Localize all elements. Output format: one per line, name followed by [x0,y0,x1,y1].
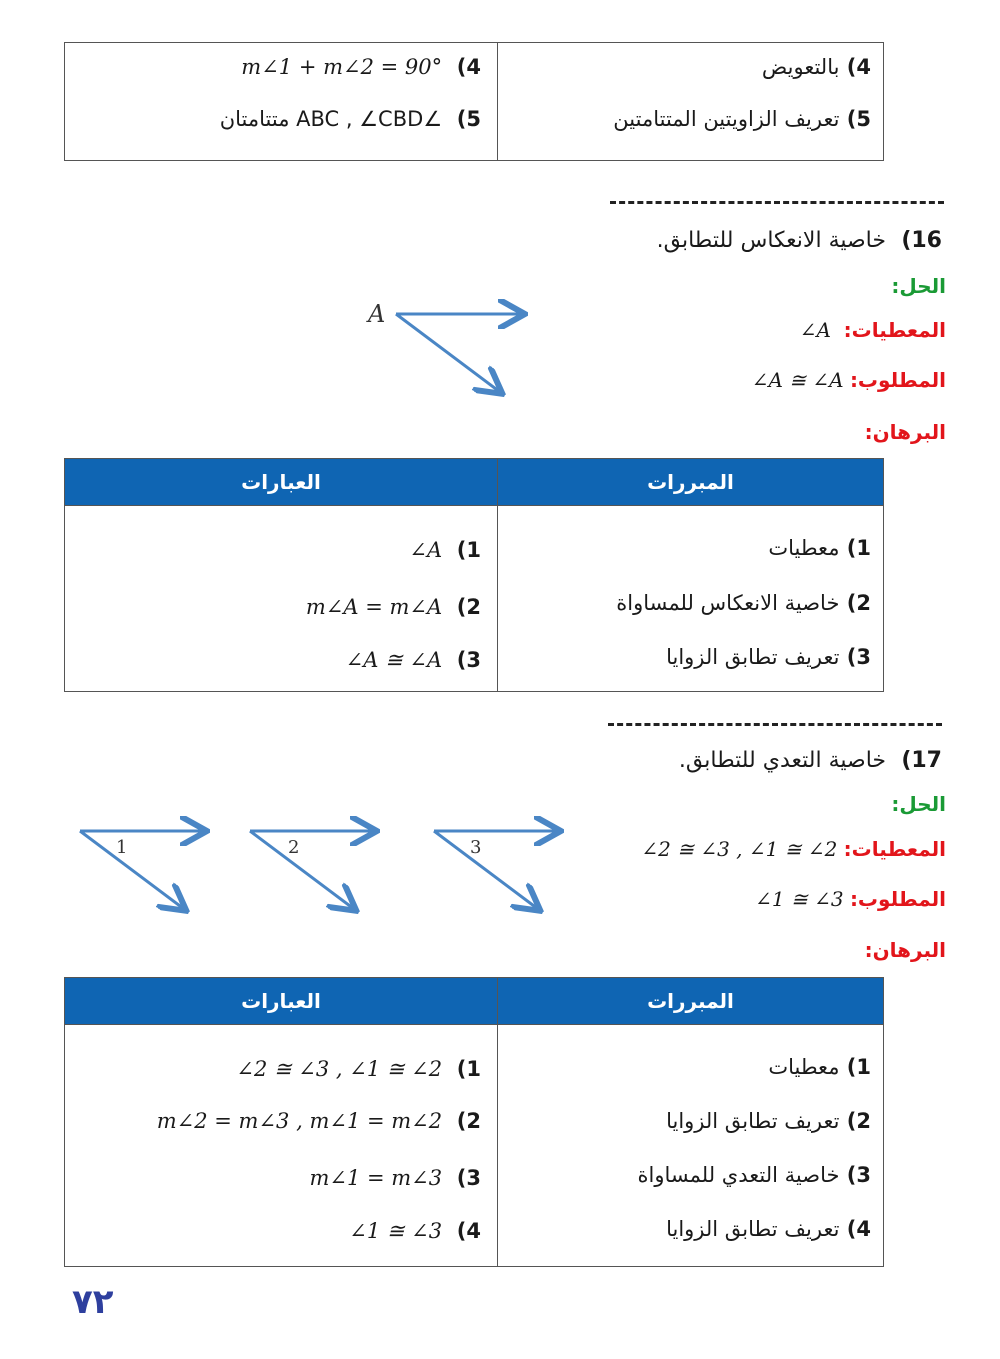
q16-reason-2: 2) خاصية الانعكاس للمساواة [616,591,871,615]
q17-header-reasons: المبررات [498,978,884,1025]
q17-angle-figures [70,815,570,915]
q17-given: المعطيات: ∠2 ≅ ∠3 , ∠1 ≅ ∠2 [641,837,946,861]
top-proof-table [64,42,884,161]
q17-prove: المطلوب: ∠1 ≅ ∠3 [755,887,946,911]
q16-ray-diagonal [396,314,500,392]
q17-angle-1 [80,831,204,909]
q16-header-reasons: المبررات [498,459,884,506]
q16-title: 16) خاصية الانعكاس للتطابق. [656,228,942,253]
q16-proof-table [64,458,884,692]
q17-reason-4: 4) تعريف تطابق الزوايا [666,1217,871,1241]
q17-header-statements: العبارات [65,978,498,1025]
q16-given: المعطيات: ∠A [799,318,946,342]
page-number: ٧٢ [72,1282,114,1322]
q17-reason-1: 1) معطيات [768,1055,871,1079]
q16-reason-1: 1) معطيات [768,536,871,560]
separator-dashes-16 [610,201,944,204]
q17-reasons-cell [498,1025,884,1267]
q17-angle-label-1: 1 [116,837,128,858]
q16-reason-3: 3) تعريف تطابق الزوايا [666,645,871,669]
q17-angle-label-2: 2 [288,837,300,858]
q17-statement-3: 3) m∠1 = m∠3 [309,1166,481,1190]
q17-angle-2 [250,831,374,909]
q17-angle-label-3: 3 [470,837,482,858]
q16-header-statements: العبارات [65,459,498,506]
top-statements-cell [65,43,498,161]
q16-statement-1: 1) ∠A [409,538,481,562]
q16-angle-figure [360,290,540,400]
q16-solution-label: الحل: [891,274,946,298]
q17-title: 17) خاصية التعدي للتطابق. [678,748,942,773]
q17-statement-1: 1) ∠2 ≅ ∠3 , ∠1 ≅ ∠2 [236,1057,481,1081]
q17-solution-label: الحل: [891,792,946,816]
q16-vertex-label: A [368,300,386,328]
q17-statement-2: 2) m∠2 = m∠3 , m∠1 = m∠2 [156,1109,481,1133]
q16-statements-cell [65,506,498,692]
q16-reasons-cell [498,506,884,692]
q17-angle-3 [434,831,558,909]
q16-statement-3: 3) ∠A ≅ ∠A [345,648,481,672]
q16-prove: المطلوب: ∠A ≅ ∠A [751,368,946,392]
top-statement-4: 4) m∠1 + m∠2 = 90° [241,55,481,79]
q16-proof-label: البرهان: [864,420,946,444]
q17-statement-4: 4) ∠1 ≅ ∠3 [349,1219,481,1243]
q16-statement-2: 2) m∠A = m∠A [305,595,481,619]
top-statement-5: 5) ∠ABC , ∠CBD متتامتان [219,107,481,131]
q17-proof-table [64,977,884,1267]
q17-proof-label: البرهان: [864,938,946,962]
top-reason-5: 5) تعريف الزاويتين المتتامتين [613,107,871,131]
q17-statements-cell [65,1025,498,1267]
q17-reason-2: 2) تعريف تطابق الزوايا [666,1109,871,1133]
q17-reason-3: 3) خاصية التعدي للمساواة [637,1163,871,1187]
separator-dashes-17 [608,723,942,726]
top-reason-4: 4) بالتعويض [761,55,871,79]
top-reasons-cell [498,43,884,161]
